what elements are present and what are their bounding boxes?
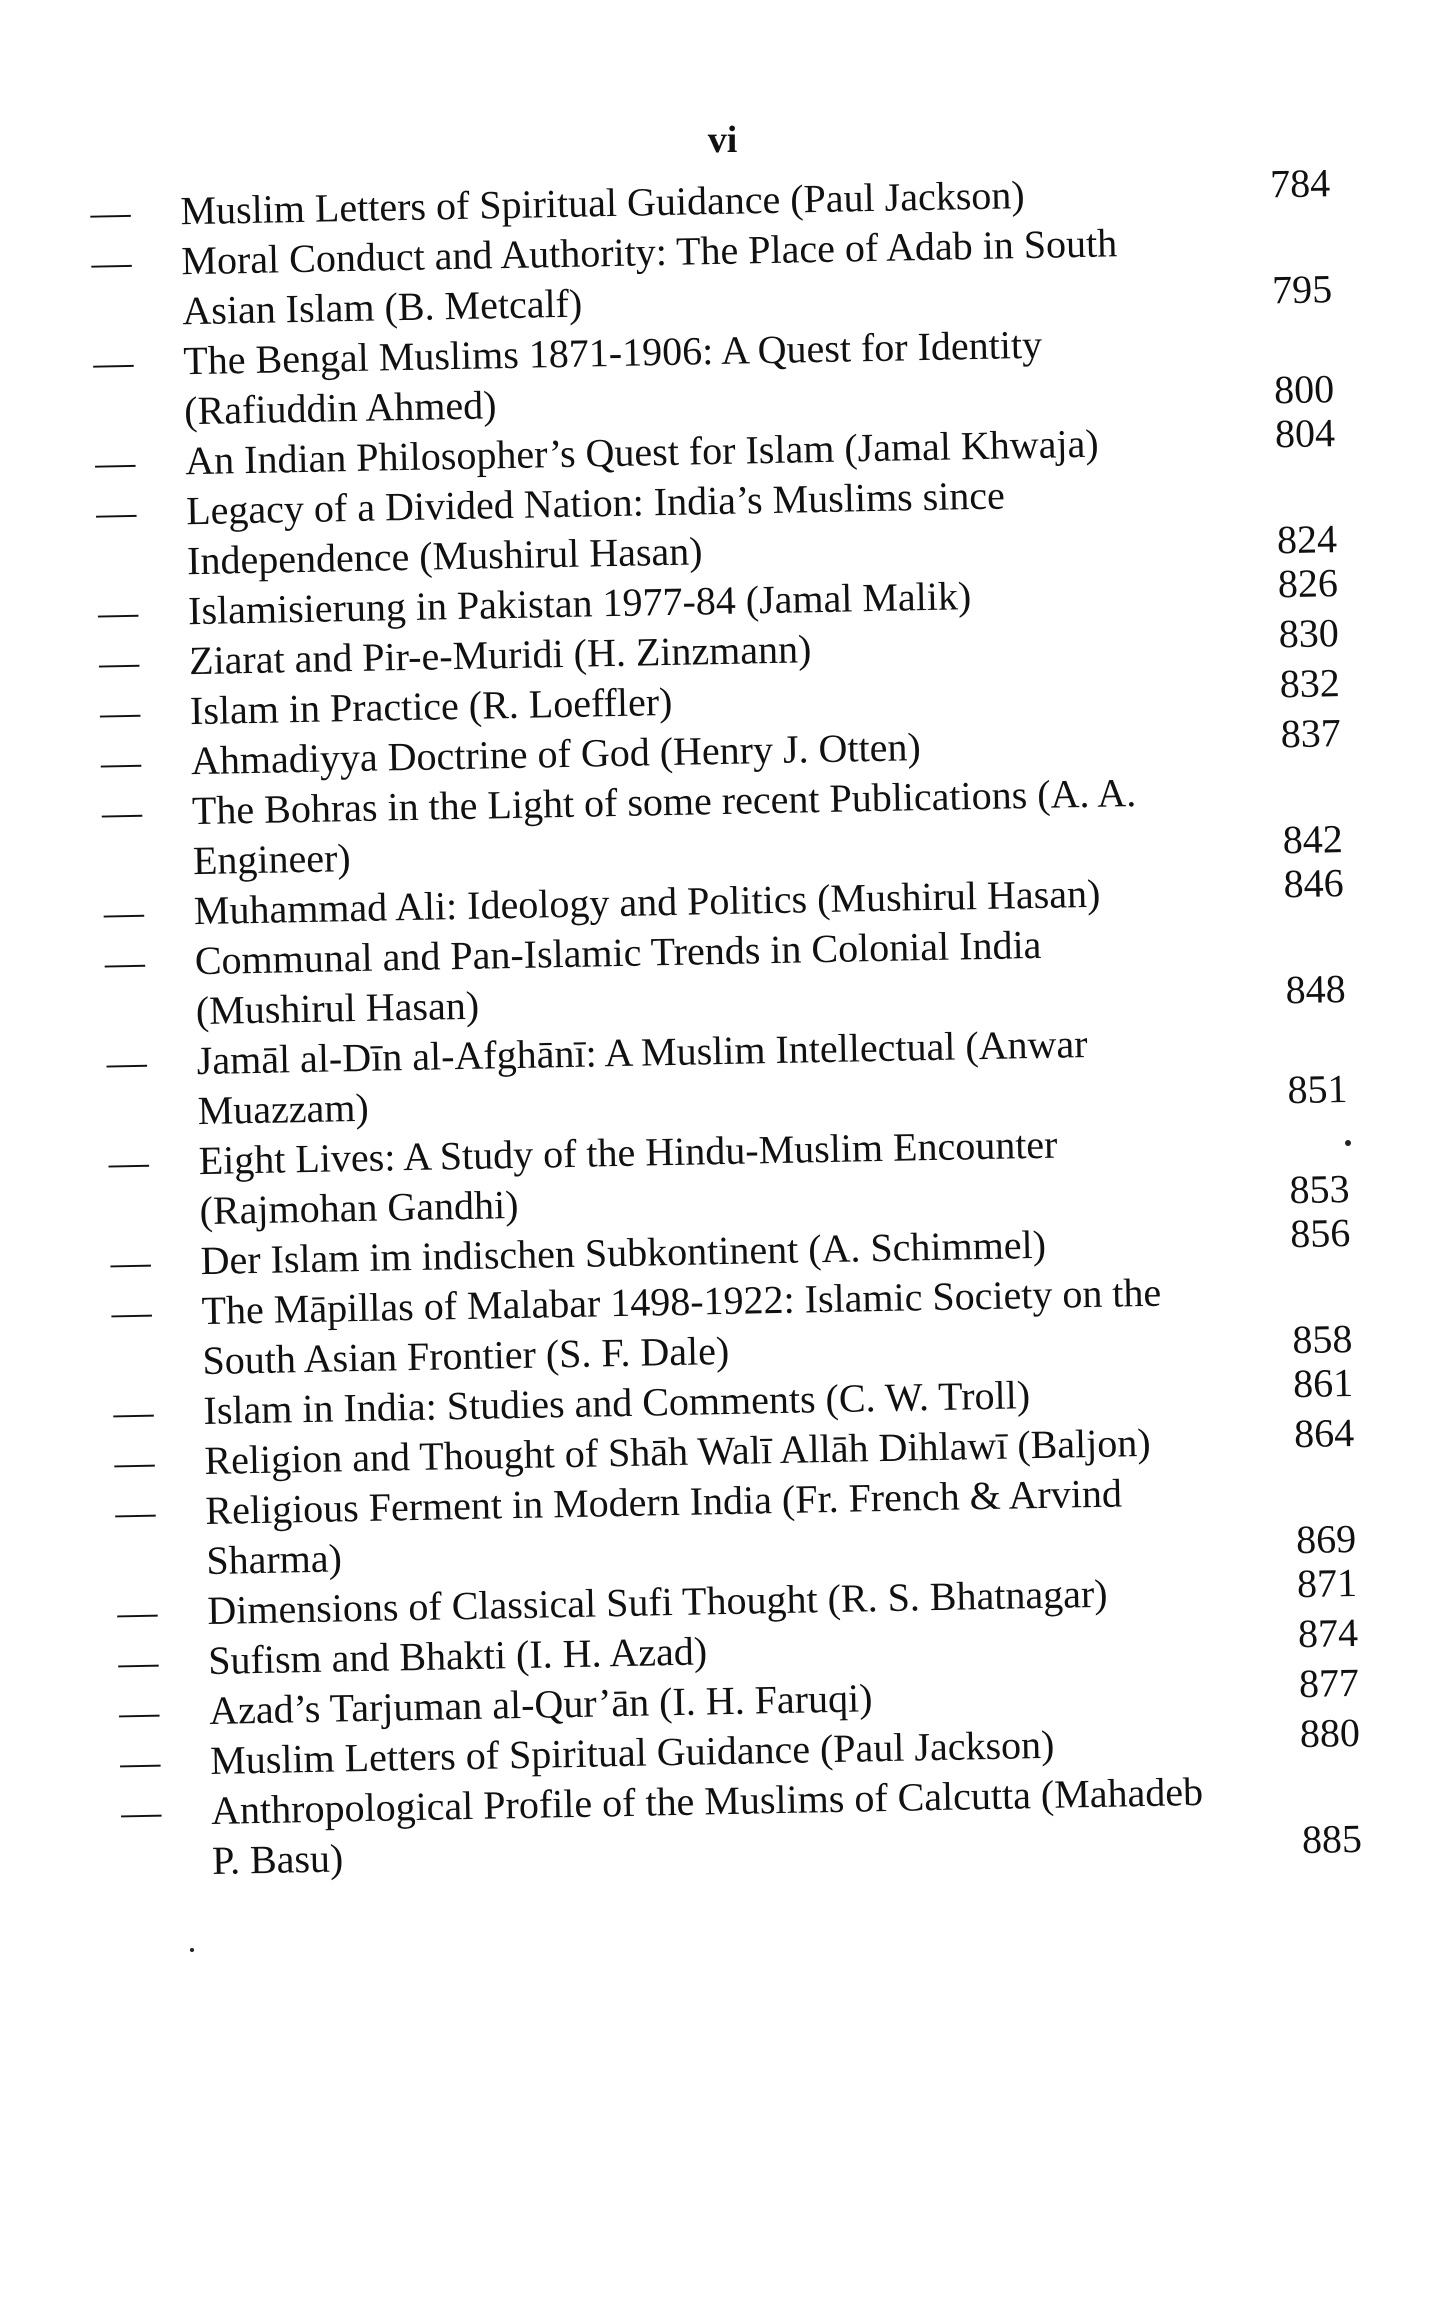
entry-dash: —	[113, 1389, 154, 1435]
entry-title: Jamāl al-Dīn al-Afghānī: A Muslim Intellectual (Anwar Muazzam)	[196, 1021, 1088, 1134]
entry-page: 842	[1282, 816, 1344, 863]
entry-page: 848	[1285, 966, 1347, 1013]
entry-title: Legacy of a Divided Nation: India’s Muslims since Independence (Mushirul Hasan)	[185, 472, 1006, 584]
entry-dash: —	[100, 739, 142, 785]
entry-page: 858	[1291, 1315, 1353, 1363]
entry-page: 846	[1283, 860, 1344, 907]
entry-title: Anthropological Profile of the Muslims of Calcutta (Mahadeb P. Basu)	[210, 1768, 1204, 1883]
entry-dash: —	[106, 1039, 148, 1085]
entry-dash: —	[104, 939, 146, 985]
entry-dash: —	[116, 1588, 158, 1635]
entry-title: The Bengal Muslims 1871-1906: A Quest for Identity (Rafiuddin Ahmed)	[182, 321, 1043, 434]
entry-dash: —	[103, 889, 145, 935]
entry-title: An Indian Philosopher’s Quest for Islam (Jamal Khwaja)	[184, 420, 1100, 484]
entry-page: 784	[1269, 160, 1331, 207]
entry-page: 795	[1271, 266, 1333, 313]
entry-title: Islam in India: Studies and Comments (C. W. Troll)	[203, 1372, 1031, 1434]
entry-page: 869	[1295, 1515, 1357, 1563]
entry-dash: —	[118, 1688, 160, 1735]
entry-title: Religious Ferment in Modern India (Fr. French & Arvind Sharma)	[204, 1470, 1123, 1584]
entry-page: 853	[1289, 1166, 1350, 1213]
entry-dash: —	[110, 1239, 152, 1285]
entry-title: The Bohras in the Light of some recent Publications (A. A. Engineer)	[191, 770, 1137, 884]
entry-page: 826	[1277, 560, 1339, 607]
entry-title: Der Islam im indischen Subkontinent (A. Schimmel)	[200, 1221, 1047, 1284]
table-of-contents	[90, 160, 1372, 1888]
entry-dash: —	[119, 1738, 161, 1785]
entry-dash: —	[101, 789, 143, 835]
entry-title: Communal and Pan-Islamic Trends in Colonial India (Mushirul Hasan)	[194, 921, 1042, 1034]
entry-title: Sufism and Bhakti (I. H. Azad)	[207, 1628, 708, 1683]
entry-page: 856	[1289, 1210, 1351, 1257]
entry-dash: —	[120, 1788, 162, 1835]
entry-title: Muslim Letters of Spiritual Guidance (Paul Jackson)	[209, 1721, 1055, 1783]
entry-title: The Māpillas of Malabar 1498-1922: Islamic Society on the South Asian Frontier (S. F. Dale)	[201, 1269, 1162, 1384]
entry-title: Moral Conduct and Authority: The Place of Adab in South Asian Islam (B. Metcalf)	[180, 220, 1118, 334]
entry-dash: —	[97, 589, 139, 635]
scan-speck	[1345, 1140, 1351, 1146]
entry-dash: —	[114, 1439, 155, 1485]
entry-title: Islamisierung in Pakistan 1977-84 (Jamal Malik)	[187, 573, 972, 634]
entry-page: 871	[1296, 1559, 1358, 1607]
entry-page: 824	[1276, 516, 1338, 563]
entry-page: 832	[1279, 660, 1341, 707]
entry-title: Dimensions of Classical Sufi Thought (R. S. Bhatnagar)	[206, 1570, 1108, 1634]
entry-page: 851	[1287, 1066, 1348, 1113]
entry-dash: —	[94, 439, 136, 485]
entry-title: Islam in Practice (R. Loeffler)	[189, 678, 673, 734]
entry-dash: —	[90, 189, 131, 235]
entry-page: 830	[1278, 610, 1340, 657]
entry-page: 861	[1292, 1359, 1354, 1407]
entry-title: Religion and Thought of Shāh Walī Allāh Dihlawī (Baljon)	[204, 1419, 1152, 1484]
page-number: vi	[707, 119, 738, 161]
entry-title: Eight Lives: A Study of the Hindu-Muslim Encounter (Rajmohan Gandhi)	[198, 1121, 1058, 1234]
entry-dash: —	[114, 1488, 156, 1535]
entry-page: 877	[1298, 1659, 1360, 1707]
entry-page: 864	[1293, 1409, 1355, 1457]
entry-page: 800	[1273, 366, 1335, 413]
entry-page: 874	[1297, 1609, 1359, 1657]
entry-page: 880	[1299, 1709, 1361, 1757]
entry-page: 837	[1280, 710, 1342, 757]
entry-title: Ziarat and Pir-e-Muridi (H. Zinzmann)	[188, 626, 812, 684]
entry-title: Ahmadiyya Doctrine of God (Henry J. Otten)	[190, 724, 922, 784]
entry-dash: —	[108, 1139, 150, 1185]
entry-dash: —	[95, 489, 137, 535]
entry-dash: —	[99, 689, 141, 735]
entry-dash: —	[117, 1638, 159, 1685]
entry-page: 885	[1301, 1815, 1363, 1863]
entry-title: Azad’s Tarjuman al-Qur’ān (I. H. Faruqi)	[208, 1675, 873, 1733]
entry-dash: —	[90, 239, 132, 285]
entry-page: 804	[1274, 410, 1336, 457]
entry-dash: —	[92, 339, 134, 385]
entry-dash: —	[98, 639, 140, 685]
entry-dash: —	[111, 1289, 153, 1335]
entry-title: Muhammad Ali: Ideology and Politics (Mushirul Hasan)	[193, 870, 1101, 934]
entry-title: Muslim Letters of Spiritual Guidance (Paul Jackson)	[180, 172, 1026, 234]
scan-speck	[190, 1948, 194, 1952]
